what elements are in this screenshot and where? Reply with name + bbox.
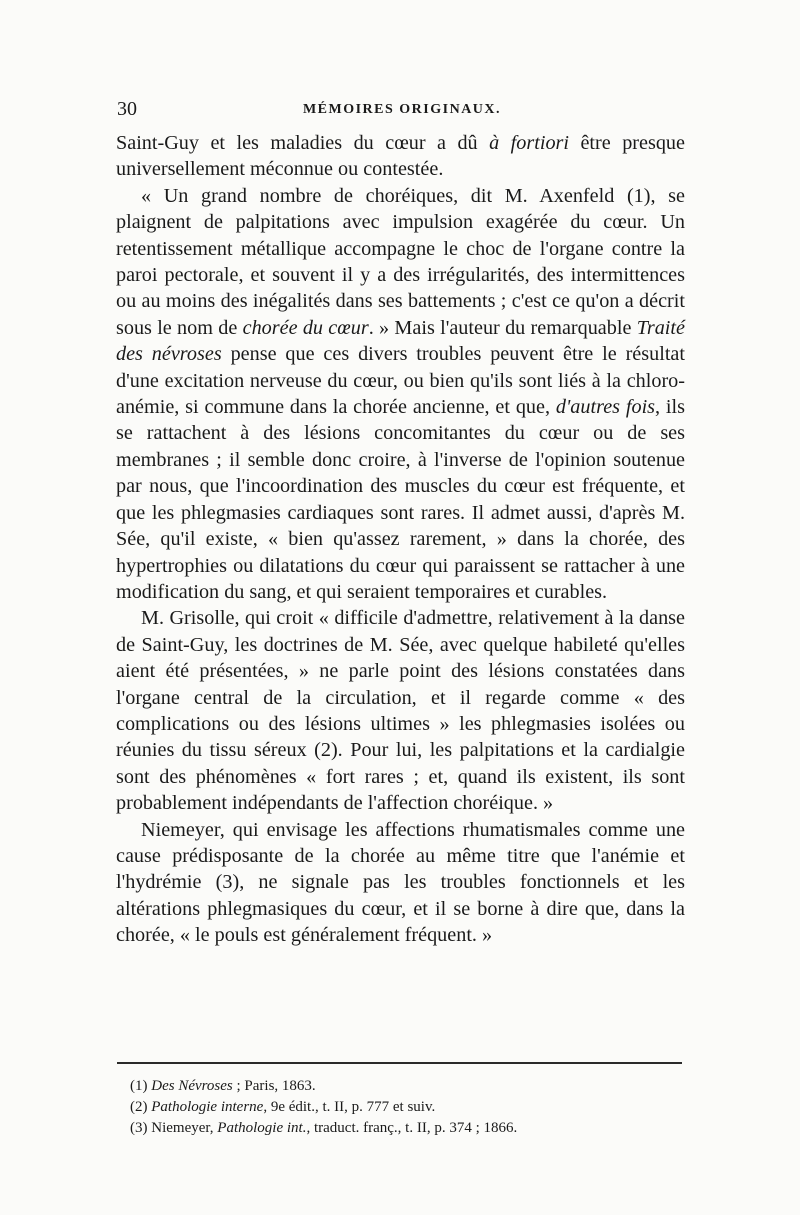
text-run: , ils se rattachent à des lésions concomitantes du cœur ou de ses membranes ; il semble donc croire, à l'inverse de l'opinion soutenue par nous, que l'incoordination des muscles du cœur est fréquente, et que les phlegmasies cardiaques sont rares. Il admet aussi, d'après M. Sée, qu'il existe, « bien qu'assez rarement, » dans la chorée, des hypertrophies ou dilatations du cœur qui paraissent se rattacher à une modification du sang, et qui seraient temporaires et curables. — [116, 396, 685, 603]
text-run: pense que ces divers troubles peuvent être le résultat d'une excitation nerveuse du cœur, ou bien qu'ils sont liés à la chloro-anémie, si commune dans la chorée ancienne, et que, — [116, 343, 685, 419]
text-run: Saint-Guy et les maladies du cœur a dû — [116, 132, 490, 154]
footnote-text: , traduct. franç., t. II, p. 374 ; 1866. — [306, 1120, 518, 1136]
text-run: . » Mais l'auteur du remarquable — [368, 316, 637, 339]
footnote-author: Niemeyer, — [151, 1120, 218, 1136]
page-number: 30 — [117, 98, 137, 120]
footnote — [130, 1097, 690, 1118]
footnote-text: ; Paris, 1863. — [232, 1078, 316, 1094]
footnote — [130, 1076, 690, 1097]
paragraph — [116, 130, 685, 183]
footnote-number: (1) — [130, 1078, 152, 1094]
footnote — [130, 1118, 690, 1139]
paragraph: Niemeyer, qui envisage les affections rhumatismales comme une cause prédisposante de la chorée au même titre que l'anémie et l'hydrémie (3), ne signale pas les troubles fonctionnels et les altérations phlegmasiques du cœur, et il se borne à dire que, dans la chorée, « le pouls est généralement fréquent. » — [116, 818, 685, 947]
paragraph: M. Grisolle, qui croit « difficile d'admettre, relativement à la danse de Saint-Guy, les doctrines de M. Sée, avec quelque habileté qu'elles aient été présentées, » ne parle point des lésions constatées dans l'organe central de la circulation, et il regarde comme « des complications ou des lésions ultimes » les phlegmasies isolées ou réunies du tissu séreux (2). Pour lui, les palpitations et la cardialgie sont des phénomènes « fort rares ; et, quand ils existent, ils sont probablement indépendants de l'affection choréique. » — [116, 607, 685, 815]
page-header — [117, 98, 687, 126]
body-text — [116, 130, 685, 949]
italic-run: chorée du cœur — [242, 316, 369, 339]
footnote-title: Pathologie interne — [151, 1099, 264, 1115]
footnotes — [130, 1076, 690, 1139]
italic-run: d'autres fois — [555, 396, 656, 419]
italic-run: Traité des névroses — [116, 316, 685, 366]
paragraph — [116, 183, 685, 606]
footnote-title: Pathologie int. — [217, 1120, 307, 1136]
running-title: MÉMOIRES ORIGINAUX. — [302, 102, 502, 117]
footnote-number: (2) — [130, 1099, 152, 1115]
footnote-text: , 9e édit., t. II, p. 777 et suiv. — [263, 1099, 436, 1115]
footnote-title: Des Névroses — [151, 1078, 233, 1094]
footnote-divider — [117, 1062, 682, 1064]
text-run: être presque universellement méconnue ou contestée. — [116, 132, 685, 181]
footnote-number: (3) — [130, 1120, 152, 1136]
italic-run: à fortiori — [489, 132, 570, 154]
text-run: « Un grand nombre de choréiques, dit M. Axenfeld (1), se plaignent de palpitations avec impulsion exagérée du cœur. Un retentissement métallique accompagne le choc de l'organe contre la paroi pectorale, et souvent il y a des irrégularités, des intermittences ou au moins des inégalités dans ses battements ; c'est ce qu'on a décrit sous le nom de — [116, 184, 685, 339]
